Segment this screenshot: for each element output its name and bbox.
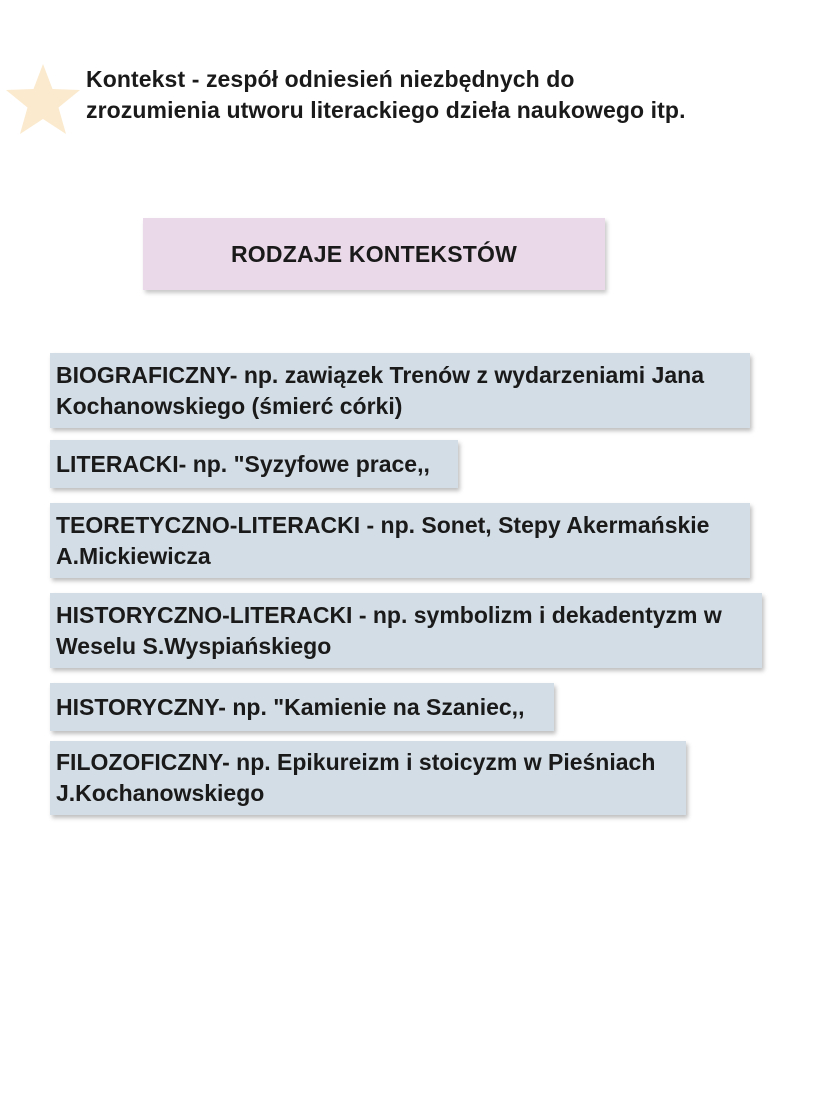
context-theoretical-literary: [50, 503, 750, 578]
context-text: BIOGRAFICZNY- np. zawiązek Trenów z wydarzeniami Jana Kochanowskiego (śmierć córki): [56, 361, 704, 419]
definition-text: Kontekst - zespół odniesień niezbędnych do zrozumienia utworu literackiego dzieła naukowego itp.: [86, 66, 686, 123]
context-text: TEORETYCZNO-LITERACKI - np. Sonet, Stepy Akermańskie A.Mickiewicza: [56, 511, 710, 569]
header-box: [143, 218, 605, 290]
star-icon: [4, 62, 82, 136]
context-historical-literary: [50, 593, 762, 668]
section-title: RODZAJE KONTEKSTÓW: [231, 240, 517, 267]
context-text: LITERACKI- np. "Syzyfowe prace,,: [56, 450, 430, 477]
context-philosophical: [50, 741, 686, 815]
context-text: HISTORYCZNY- np. "Kamienie na Szaniec,,: [56, 693, 525, 720]
context-biographical: [50, 353, 750, 428]
context-literary: [50, 440, 458, 488]
context-text: FILOZOFICZNY- np. Epikureizm i stoicyzm w Pieśniach J.Kochanowskiego: [56, 749, 656, 806]
context-text: HISTORYCZNO-LITERACKI - np. symbolizm i dekadentyzm w Weselu S.Wyspiańskiego: [56, 601, 722, 659]
context-historical: [50, 683, 554, 731]
